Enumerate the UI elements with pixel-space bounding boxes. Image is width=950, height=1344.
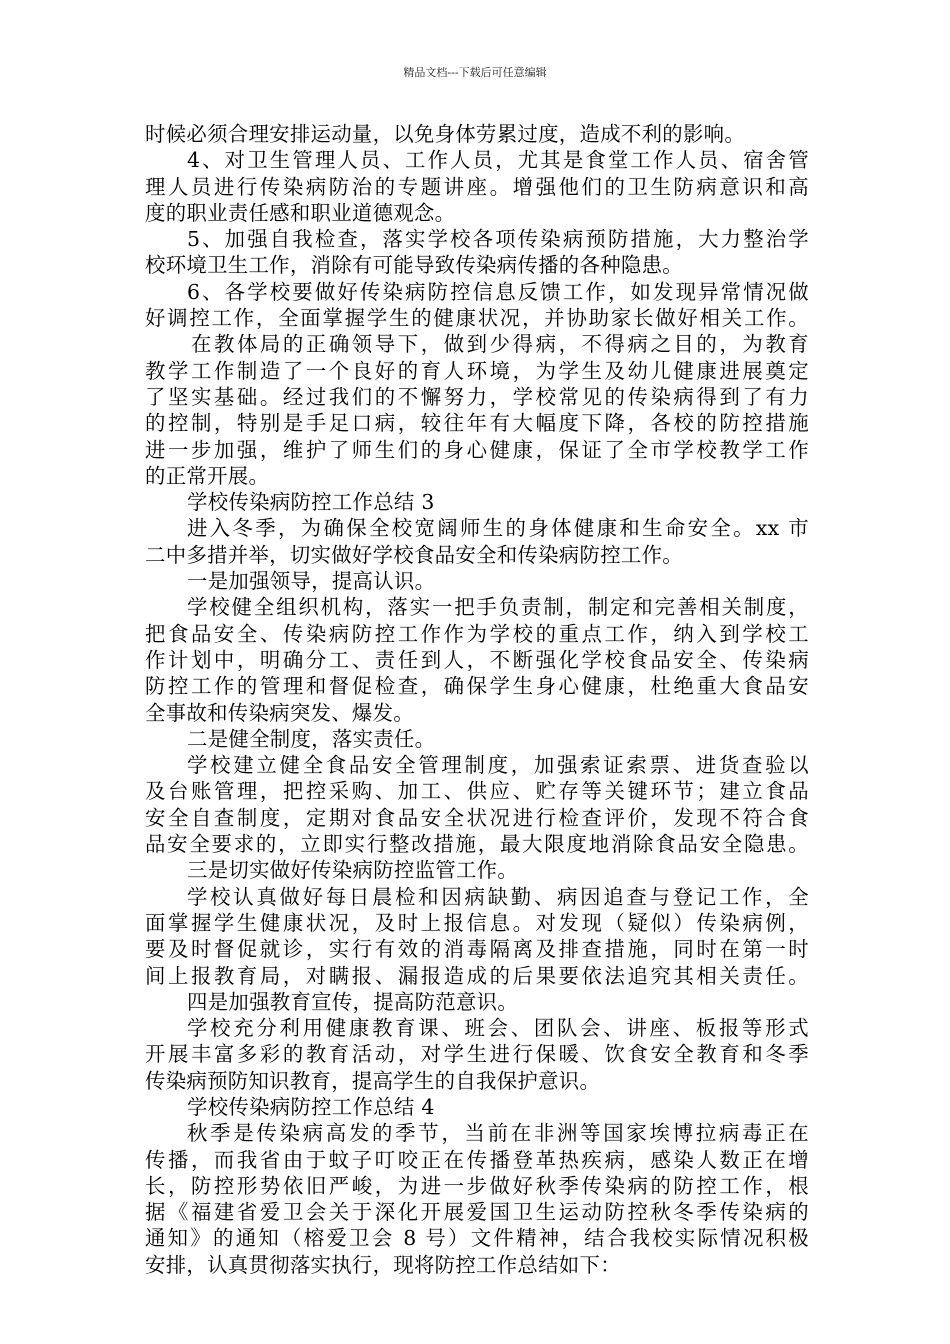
text-line: 学校充分利用健康教育课、班会、团队会、讲座、板报等形式 xyxy=(187,1016,809,1041)
text-line: 学校健全组织机构，落实一把手负责制，制定和完善相关制度， xyxy=(187,595,809,620)
text-line: 进入冬季，为确保全校宽阔师生的身体健康和生命安全。xx 市 xyxy=(187,516,809,541)
text-line: 二是健全制度，落实责任。 xyxy=(187,726,436,751)
text-line: 教学工作制造了一个良好的育人环境，为学生及幼儿健康进展奠定 xyxy=(145,358,809,383)
text-line: 了坚实基础。经过我们的不懈努力，学校常见的传染病得到了有力 xyxy=(145,384,809,409)
text-line: 作计划中，明确分工、责任到人，不断强化学校食品安全、传染病 xyxy=(145,647,809,672)
text-line: 好调控工作，全面掌握学生的健康状况，并协助家长做好相关工作。 xyxy=(145,306,809,331)
text-line: 间上报教育局，对瞒报、漏报造成的后果要依法追究其相关责任。 xyxy=(145,963,809,988)
text-line: 度的职业责任感和职业道德观念。 xyxy=(145,200,456,225)
page-header: 精品文档---下载后可任意编辑 xyxy=(403,66,547,79)
text-line: 全事故和传染病突发、爆发。 xyxy=(145,700,414,725)
text-line: 防控工作的管理和督促检查，确保学生身心健康，杜绝重大食品安 xyxy=(145,674,809,699)
text-line: 要及时督促就诊，实行有效的消毒隔离及排查措施，同时在第一时 xyxy=(145,937,809,962)
text-line: 长，防控形势依旧严峻，为进一步做好秋季传染病的防控工作，根 xyxy=(145,1173,809,1198)
text-line: 5、加强自我检查，落实学校各项传染病预防措施，大力整治学 xyxy=(187,227,809,252)
text-line: 校环境卫生工作，消除有可能导致传染病传播的各种隐患。 xyxy=(145,253,683,278)
text-line: 学校建立健全食品安全管理制度，加强索证索票、进货查验以 xyxy=(187,753,809,778)
text-line: 据《福建省爱卫会关于深化开展爱国卫生运动防控秋冬季传染病的 xyxy=(145,1200,809,1225)
text-line: 传染病预防知识教育，提高学生的自我保护意识。 xyxy=(145,1068,601,1093)
text-line: 传播，而我省由于蚊子叮咬正在传播登革热疾病，感染人数正在增 xyxy=(145,1147,809,1172)
document-body xyxy=(145,121,809,1278)
text-line: 通知》的通知（榕爱卫会 8 号）文件精神，结合我校实际情况积极 xyxy=(145,1226,809,1251)
text-line: 安全自查制度，定期对食品安全状况进行检查评价，发现不符合食 xyxy=(145,805,809,830)
text-line: 的正常开展。 xyxy=(145,463,270,488)
text-line: 秋季是传染病高发的季节，当前在非洲等国家埃博拉病毒正在 xyxy=(187,1121,809,1146)
text-line: 在教体局的正确领导下，做到少得病，不得病之目的，为教育 xyxy=(191,332,809,357)
text-line: 理人员进行传染病防治的专题讲座。增强他们的卫生防病意识和高 xyxy=(145,174,809,199)
text-line: 时候必须合理安排运动量，以免身体劳累过度，造成不利的影响。 xyxy=(145,122,746,146)
text-line: 进一步加强，维护了师生们的身心健康，保证了全市学校教学工作 xyxy=(145,437,809,462)
text-line: 一是加强领导，提高认识。 xyxy=(187,569,436,594)
text-line: 二中多措并举，切实做好学校食品安全和传染病防控工作。 xyxy=(145,542,683,567)
text-line: 安排，认真贯彻落实执行，现将防控工作总结如下： xyxy=(145,1252,621,1277)
text-line: 把食品安全、传染病防控工作作为学校的重点工作，纳入到学校工 xyxy=(145,621,809,646)
text-line: 的控制，特别是手足口病，较往年有大幅度下降，各校的防控措施 xyxy=(145,411,809,436)
text-line: 学校传染病防控工作总结 3 xyxy=(187,490,435,515)
text-line: 三是切实做好传染病防控监管工作。 xyxy=(187,858,519,883)
text-line: 4、对卫生管理人员、工作人员，尤其是食堂工作人员、宿舍管 xyxy=(187,148,809,173)
text-line: 学校认真做好每日晨检和因病缺勤、病因追查与登记工作，全 xyxy=(187,884,809,909)
text-line: 6、各学校要做好传染病防控信息反馈工作，如发现异常情况做 xyxy=(187,279,809,304)
text-line: 学校传染病防控工作总结 4 xyxy=(187,1094,435,1119)
text-line: 品安全要求的，立即实行整改措施，最大限度地消除食品安全隐患。 xyxy=(145,832,809,857)
text-line: 开展丰富多彩的教育活动，对学生进行保暖、饮食安全教育和冬季 xyxy=(145,1042,809,1067)
text-line: 四是加强教育宣传，提高防范意识。 xyxy=(187,989,519,1014)
text-line: 及台账管理，把控采购、加工、供应、贮存等关键环节；建立食品 xyxy=(145,779,809,804)
text-line: 面掌握学生健康状况，及时上报信息。对发现（疑似）传染病例， xyxy=(145,910,809,935)
